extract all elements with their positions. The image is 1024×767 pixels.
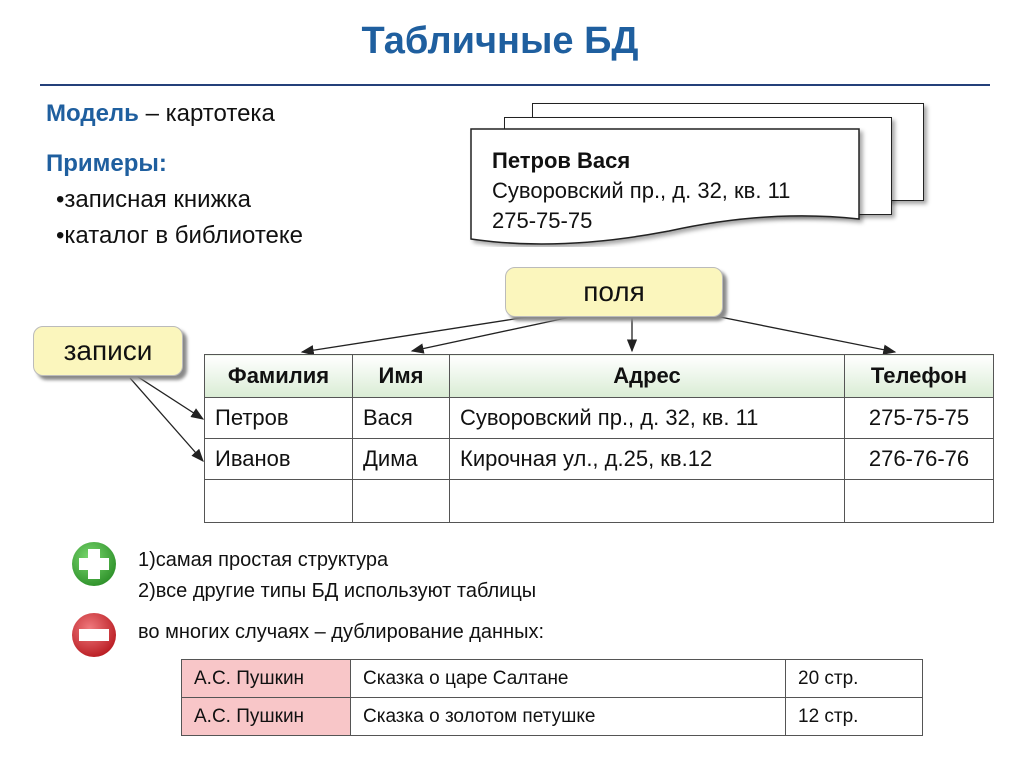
cell-empty <box>353 480 450 523</box>
header-address: Адрес <box>450 355 845 398</box>
table-row <box>205 398 994 439</box>
cell-pages: 20 стр. <box>786 660 923 698</box>
cell-surname: Иванов <box>205 439 353 480</box>
table-row <box>182 660 923 698</box>
table-row <box>182 698 923 736</box>
cell-empty <box>205 480 353 523</box>
arrow-to-phone <box>710 315 895 352</box>
card-phone: 275-75-75 <box>492 208 593 233</box>
cell-work: Сказка о царе Салтане <box>351 660 786 698</box>
fields-label: поля <box>505 267 723 317</box>
arrow-to-record-2 <box>130 378 203 461</box>
cell-work: Сказка о золотом петушке <box>351 698 786 736</box>
table-header-row <box>205 355 994 398</box>
cell-author: А.С. Пушкин <box>182 698 351 736</box>
header-surname: Фамилия <box>205 355 353 398</box>
header-phone: Телефон <box>845 355 994 398</box>
examples-label: Примеры: <box>46 150 167 177</box>
arrow-to-name <box>412 315 580 351</box>
pro-item: 1)самая простая структура <box>138 549 389 571</box>
table-row-empty <box>205 480 994 523</box>
page-title: Табличные БД <box>361 20 639 62</box>
cell-phone: 275-75-75 <box>845 398 994 439</box>
minus-circle-icon <box>70 611 118 659</box>
cell-author: А.С. Пушкин <box>182 660 351 698</box>
cell-empty <box>845 480 994 523</box>
model-label: Модель <box>46 100 139 127</box>
table-row <box>205 439 994 480</box>
cell-address: Кирочная ул., д.25, кв.12 <box>450 439 845 480</box>
example-item: •каталог в библиотеке <box>56 222 304 249</box>
records-label: записи <box>33 326 183 376</box>
example-item: •записная книжка <box>56 186 252 213</box>
cell-address: Суворовский пр., д. 32, кв. 11 <box>450 398 845 439</box>
cell-phone: 276-76-76 <box>845 439 994 480</box>
cell-empty <box>450 480 845 523</box>
main-table <box>204 354 994 523</box>
arrow-to-record-1 <box>135 375 203 419</box>
con-text: во многих случаях – дублирование данных: <box>138 621 545 643</box>
duplication-table <box>181 659 923 736</box>
pro-item: 2)все другие типы БД используют таблицы <box>138 580 537 602</box>
plus-circle-icon <box>70 540 118 588</box>
card-address: Суворовский пр., д. 32, кв. 11 <box>492 178 791 203</box>
header-name: Имя <box>353 355 450 398</box>
cell-surname: Петров <box>205 398 353 439</box>
cell-name: Вася <box>353 398 450 439</box>
cell-pages: 12 стр. <box>786 698 923 736</box>
model-text: – картотека <box>138 100 275 127</box>
cell-name: Дима <box>353 439 450 480</box>
arrow-to-surname <box>302 315 540 352</box>
card-name: Петров Вася <box>492 148 631 173</box>
